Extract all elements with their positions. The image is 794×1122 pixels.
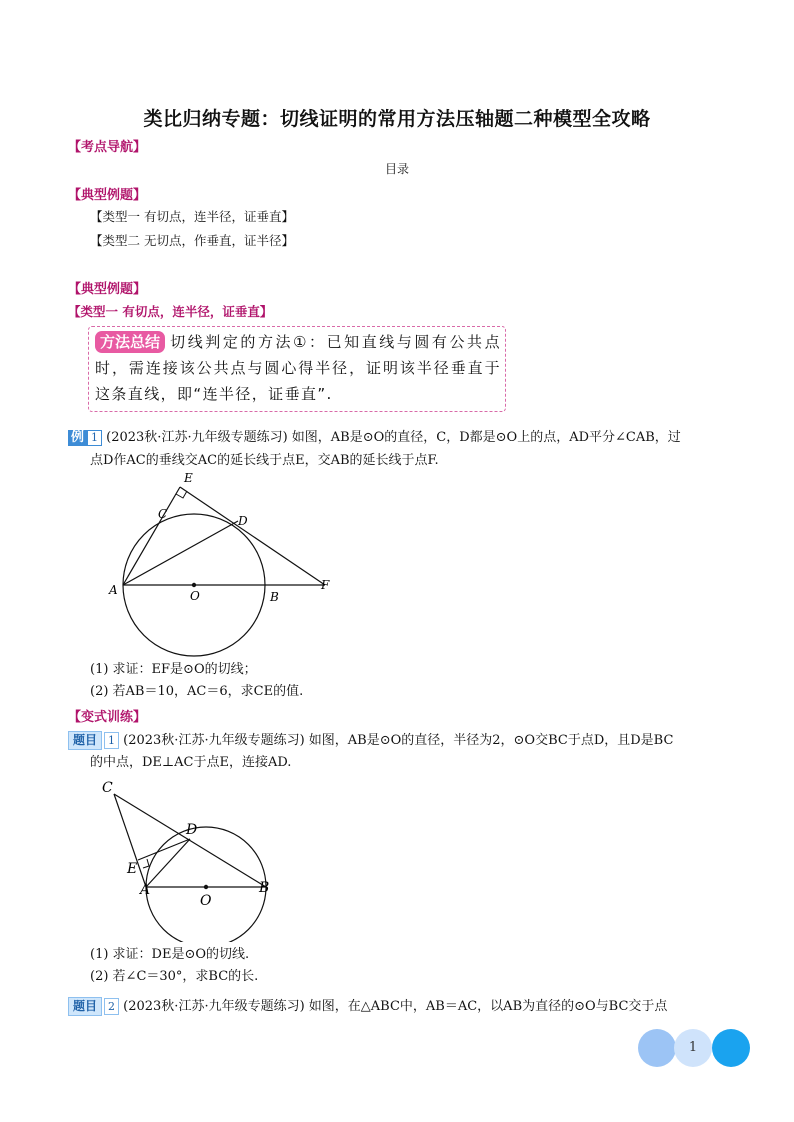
method-summary-tag: 方法总结	[95, 331, 165, 353]
example-label: 例	[68, 430, 87, 446]
point-label-D2: D	[186, 822, 198, 838]
example1-question-2: (2) 若AB＝10，AC＝6，求CE的值.	[90, 684, 304, 699]
method-summary-body: 切线判定的方法①：已知直线与圆有公共点时，需连接该公共点与圆心得半径，证明该半径垂直于这条直线，即“连半径，证垂直”.	[95, 333, 501, 403]
example1-text-1: (2023秋·江苏·九年级专题练习) 如图，AB是⊙O的直径，C，D都是⊙O上的点，AD平分∠CAB，过	[106, 430, 681, 445]
point-label-B: B	[270, 590, 279, 604]
point-label-E2: E	[127, 861, 138, 877]
problem2-line1	[68, 996, 758, 1018]
point-label-O: O	[190, 589, 200, 603]
problem2-label: 题目	[68, 997, 102, 1016]
type1-header: 【类型一 有切点，连半径，证垂直】	[68, 304, 273, 319]
examples-header: 【典型例题】	[68, 188, 147, 203]
toc-item-type2[interactable]: 【类型二 无切点，作垂直，证半径】	[90, 233, 294, 248]
point-label-A2: A	[140, 882, 151, 898]
page-circle-left	[638, 1029, 676, 1067]
problem-label: 题目	[68, 731, 102, 750]
method-summary-text	[95, 329, 501, 407]
page-title: 类比归纳专题：切线证明的常用方法压轴题二种模型全攻略	[143, 108, 651, 130]
problem-number: 1	[104, 732, 119, 749]
point-label-C2: C	[102, 780, 113, 796]
point-label-B2: B	[259, 880, 270, 896]
problem1-question-2: (2) 若∠C＝30°，求BC的长.	[90, 969, 259, 984]
method-summary-box	[88, 326, 506, 412]
examples-header-2: 【典型例题】	[68, 282, 147, 297]
example1-line2: 点D作AC的垂线交AC的延长线于点E，交AB的延长线于点F.	[90, 453, 439, 468]
example1-figure	[100, 470, 340, 680]
problem2-text-1: (2023秋·江苏·九年级专题练习) 如图，在△ABC中，AB＝AC，以AB为直径的⊙O与BC交于点	[123, 999, 668, 1014]
problem2-number: 2	[104, 998, 119, 1015]
example-number: 1	[87, 430, 102, 446]
nav-header: 【考点导航】	[68, 140, 147, 155]
point-label-A: A	[109, 583, 118, 597]
problem1-line1	[68, 730, 758, 752]
toc-label: 目录	[384, 162, 409, 176]
page-circle-right	[712, 1029, 750, 1067]
point-label-O2: O	[200, 893, 212, 909]
problem1-line2: 的中点，DE⊥AC于点E，连接AD.	[90, 755, 292, 770]
problem1-figure	[96, 772, 286, 942]
point-label-E: E	[184, 471, 193, 485]
point-label-C: C	[158, 507, 168, 521]
page-number: 1	[674, 1029, 712, 1067]
point-label-F: F	[321, 578, 330, 592]
variant-header: 【变式训练】	[68, 710, 147, 725]
toc-item-type1[interactable]: 【类型一 有切点，连半径，证垂直】	[90, 209, 294, 224]
point-label-D: D	[238, 514, 248, 528]
problem1-question-1: (1) 求证：DE是⊙O的切线.	[90, 947, 250, 962]
example1-question-1: (1) 求证：EF是⊙O的切线；	[90, 662, 257, 677]
example1-line1	[68, 427, 738, 449]
problem1-text-1: (2023秋·江苏·九年级专题练习) 如图，AB是⊙O的直径，半径为2，⊙O交BC于点D，且D是BC	[123, 733, 674, 748]
